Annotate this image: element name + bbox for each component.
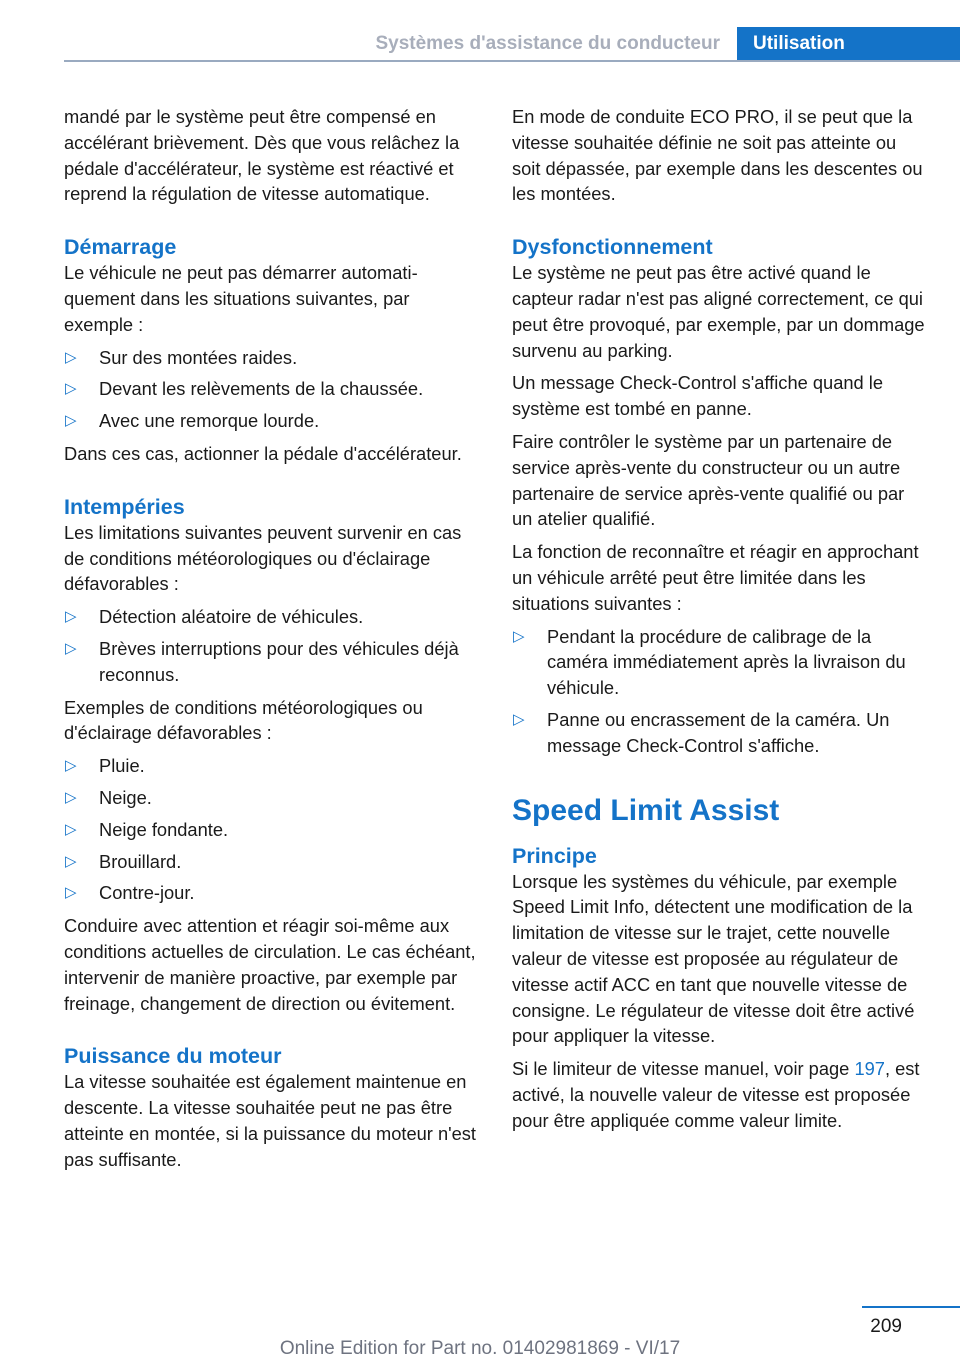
page-number: 209 bbox=[870, 1316, 902, 1337]
header-chapter-tab[interactable]: Utilisation bbox=[737, 27, 960, 60]
heading-intemperies: Intempéries bbox=[64, 494, 185, 519]
bullet-triangle-icon: ▷ bbox=[65, 639, 77, 657]
list-item: ▷ Détection aléatoire de véhicules. bbox=[64, 604, 479, 630]
intemperies-list bbox=[64, 604, 479, 687]
heading-speed-limit-assist: Speed Limit Assist bbox=[512, 793, 780, 827]
demarrage-list bbox=[64, 345, 479, 434]
paragraph-puissance: La vitesse souhaitée est également maintenue en descente. La vitesse souhaitée peut ne pas être atteinte en montée, si la puissance du moteur n'est pas suffisante. bbox=[64, 1071, 477, 1170]
dysfonctionnement-list bbox=[512, 624, 927, 759]
list-item: ▷ Brèves interruptions pour des véhicules déjà reconnus. bbox=[65, 637, 459, 685]
list-item: ▷ Neige. bbox=[64, 785, 479, 811]
bullet-triangle-icon: ▷ bbox=[65, 788, 77, 806]
header-divider bbox=[64, 60, 960, 62]
paragraph-demarrage: Le véhicule ne peut pas démarrer automatiquement dans les situations suivantes, par exemple : bbox=[64, 262, 418, 335]
paragraph-examples-intro: Exemples de conditions météorologiques ou d'éclairage défavorables : bbox=[64, 696, 423, 744]
list-item: ▷ Devant les relèvements de la chaussée. bbox=[64, 376, 479, 402]
heading-principe: Principe bbox=[512, 843, 597, 868]
right-column bbox=[512, 104, 927, 1141]
page-reference-link[interactable]: 197 bbox=[854, 1058, 885, 1080]
heading-puissance: Puissance du moteur bbox=[64, 1044, 282, 1069]
paragraph-intro: mandé par le système peut être compensé en accélérant brièvement. Dès que vous relâchez la pédale d'accélérateur, le système est réactivé et reprend la régulation de vitesse automatique. bbox=[64, 106, 460, 205]
page-number-rule bbox=[862, 1306, 960, 1308]
paragraph-dysfonctionnement-1: Le système ne peut pas être activé quand le capteur radar n'est pas aligné correctement, ce qui peut être provoqué, par exemple, par un dommage survenu au parking. bbox=[512, 262, 925, 361]
list-item: ▷ Contre-jour. bbox=[64, 880, 479, 906]
bullet-triangle-icon: ▷ bbox=[513, 710, 525, 728]
heading-demarrage: Démarrage bbox=[64, 235, 177, 260]
list-item: ▷ Panne ou encrassement de la caméra. Un message Check-Control s'affiche. bbox=[513, 708, 890, 756]
left-column bbox=[64, 104, 479, 1180]
bullet-triangle-icon: ▷ bbox=[65, 608, 77, 626]
paragraph-demarrage-after: Dans ces cas, actionner la pédale d'accélérateur. bbox=[64, 442, 462, 464]
list-item: ▷ Brouillard. bbox=[64, 849, 479, 875]
paragraph-dysfonctionnement-3: Faire contrôler le système par un partenaire de service après-vente du constructeur ou un autre partenaire de service après-vente qualifié ou par un atelier qualifié. bbox=[512, 430, 905, 530]
paragraph-intemperies-after: Conduire avec attention et réagir soi-même aux conditions actuelles de circulation. Le cas échéant, intervenir de manière proactive, par exemple par freinage, changement de direction ou évitement. bbox=[64, 915, 476, 1014]
paragraph-eco-pro: En mode de conduite ECO PRO, il se peut que la vitesse souhaitée définie ne soit pas atteinte ou soit dépassée, par exemple dans les descentes ou les montées. bbox=[512, 106, 923, 205]
bullet-triangle-icon: ▷ bbox=[65, 852, 77, 870]
list-item: ▷ Avec une remorque lourde. bbox=[64, 408, 479, 434]
paragraph-principe-2: Si le limiteur de vitesse manuel, voir page 197, est activé, la nouvelle valeur de vitesse est proposée pour être appliquée comme valeur limite. bbox=[512, 1058, 920, 1131]
bullet-triangle-icon: ▷ bbox=[513, 627, 525, 645]
bullet-triangle-icon: ▷ bbox=[65, 884, 77, 902]
bullet-triangle-icon: ▷ bbox=[65, 348, 77, 366]
paragraph-dysfonctionnement-2: Un message Check-Control s'affiche quand le système est tombé en panne. bbox=[512, 372, 884, 420]
header-section-title: Systèmes d'assistance du conducteur bbox=[375, 32, 720, 54]
list-item: ▷ Sur des montées raides. bbox=[64, 345, 479, 371]
bullet-triangle-icon: ▷ bbox=[65, 757, 77, 775]
footer-edition: Online Edition for Part no. 01402981869 - VI/17 bbox=[279, 1338, 681, 1359]
bullet-triangle-icon: ▷ bbox=[65, 412, 77, 430]
bullet-triangle-icon: ▷ bbox=[65, 820, 77, 838]
list-item: ▷ Neige fondante. bbox=[64, 817, 479, 843]
weather-examples-list bbox=[64, 753, 479, 906]
bullet-triangle-icon: ▷ bbox=[65, 380, 77, 398]
paragraph-dysfonctionnement-4: La fonction de reconnaître et réagir en approchant un véhicule arrêté peut être limitée dans les situations suivantes : bbox=[512, 541, 919, 614]
heading-dysfonctionnement: Dysfonctionnement bbox=[512, 235, 713, 260]
paragraph-intemperies: Les limitations suivantes peuvent survenir en cas de conditions météorologiques ou d'éclairage défavorables : bbox=[64, 521, 462, 595]
paragraph-principe-1: Lorsque les systèmes du véhicule, par exemple Speed Limit Info, détectent une modification de la limitation de vitesse sur le trajet, cette nouvelle valeur de vitesse est proposée au régulateur de vitesse actif ACC en tant que nouvelle vitesse de consigne. Le régulateur de vitesse doit être activé pour appliquer la vitesse. bbox=[512, 870, 915, 1047]
list-item: ▷ Pluie. bbox=[64, 753, 479, 779]
list-item: ▷ Pendant la procédure de calibrage de la caméra immédiatement après la livraison du véhicule. bbox=[513, 625, 906, 699]
